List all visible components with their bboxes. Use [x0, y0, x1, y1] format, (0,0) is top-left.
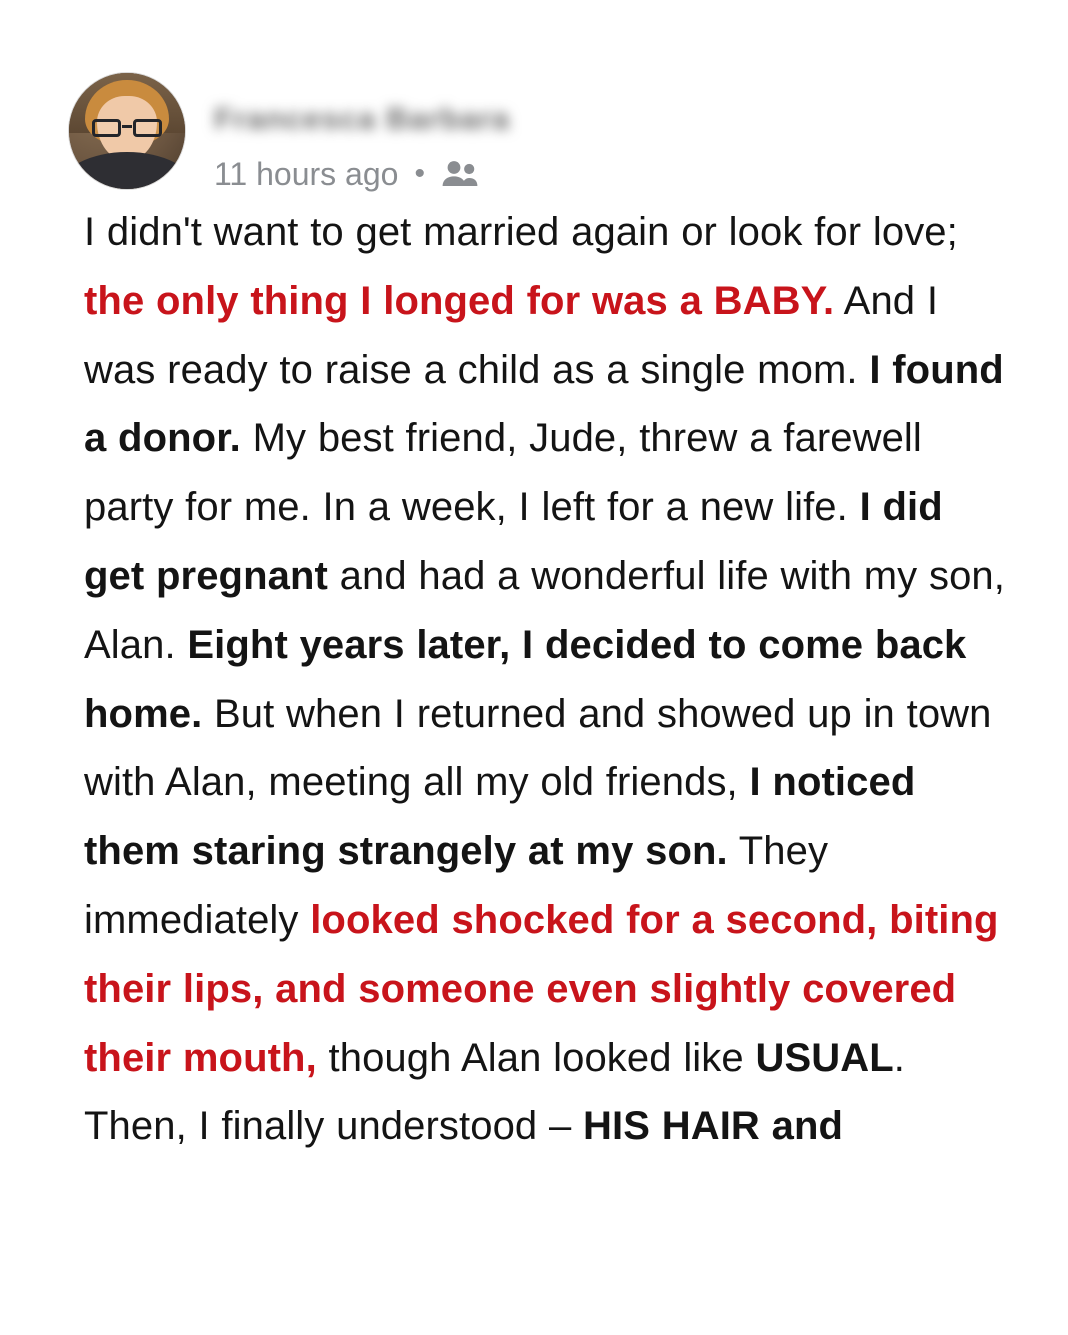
post-text-highlight: the only thing I longed for was a BABY. [84, 278, 835, 323]
post-header [0, 0, 1068, 193]
post-body [0, 190, 1068, 1161]
post-text-segment: I didn't want to get married again or look for love; [84, 210, 958, 255]
post-text-segment: though Alan looked like [316, 1035, 756, 1080]
meta-separator: • [414, 157, 425, 191]
post-text-bold: I noticed them staring strangely at my son. [84, 760, 916, 874]
post-text-bold: I did get pregnant [84, 485, 943, 599]
post-text-segment: . Then, I finally understood – [84, 1035, 905, 1149]
glasses-bridge [122, 125, 131, 128]
post-text-segment: and had a wonderful life with my son, Alan. [84, 554, 1005, 667]
post-text-segment: And I was ready to raise a child as a single mom. [84, 278, 939, 392]
avatar[interactable] [68, 72, 186, 190]
post-text-segment: They immediately [84, 829, 829, 943]
post-text-bold: USUAL [755, 1035, 894, 1080]
post-meta [214, 156, 510, 193]
post-text-segment: My best friend, Jude, threw a farewell party for me. In a week, I left for a new life. [84, 416, 922, 530]
post-text-bold: HIS HAIR and [583, 1104, 844, 1149]
post-text-bold: Eight years later, I decided to come back home. [84, 622, 967, 736]
post-text-highlight: looked shocked for a second, biting their lips, and someone even slightly covered their mouth, [84, 898, 999, 1080]
friends-icon[interactable] [441, 159, 479, 189]
author-name[interactable]: Francesca Barbara [214, 101, 511, 136]
post-text-bold: I found a donor. [84, 347, 1004, 461]
post-text-segment: But when I returned and showed up in town with Alan, meeting all my old friends, [84, 691, 992, 805]
post-header-text [214, 72, 511, 193]
post-timestamp[interactable]: 11 hours ago [214, 156, 399, 193]
